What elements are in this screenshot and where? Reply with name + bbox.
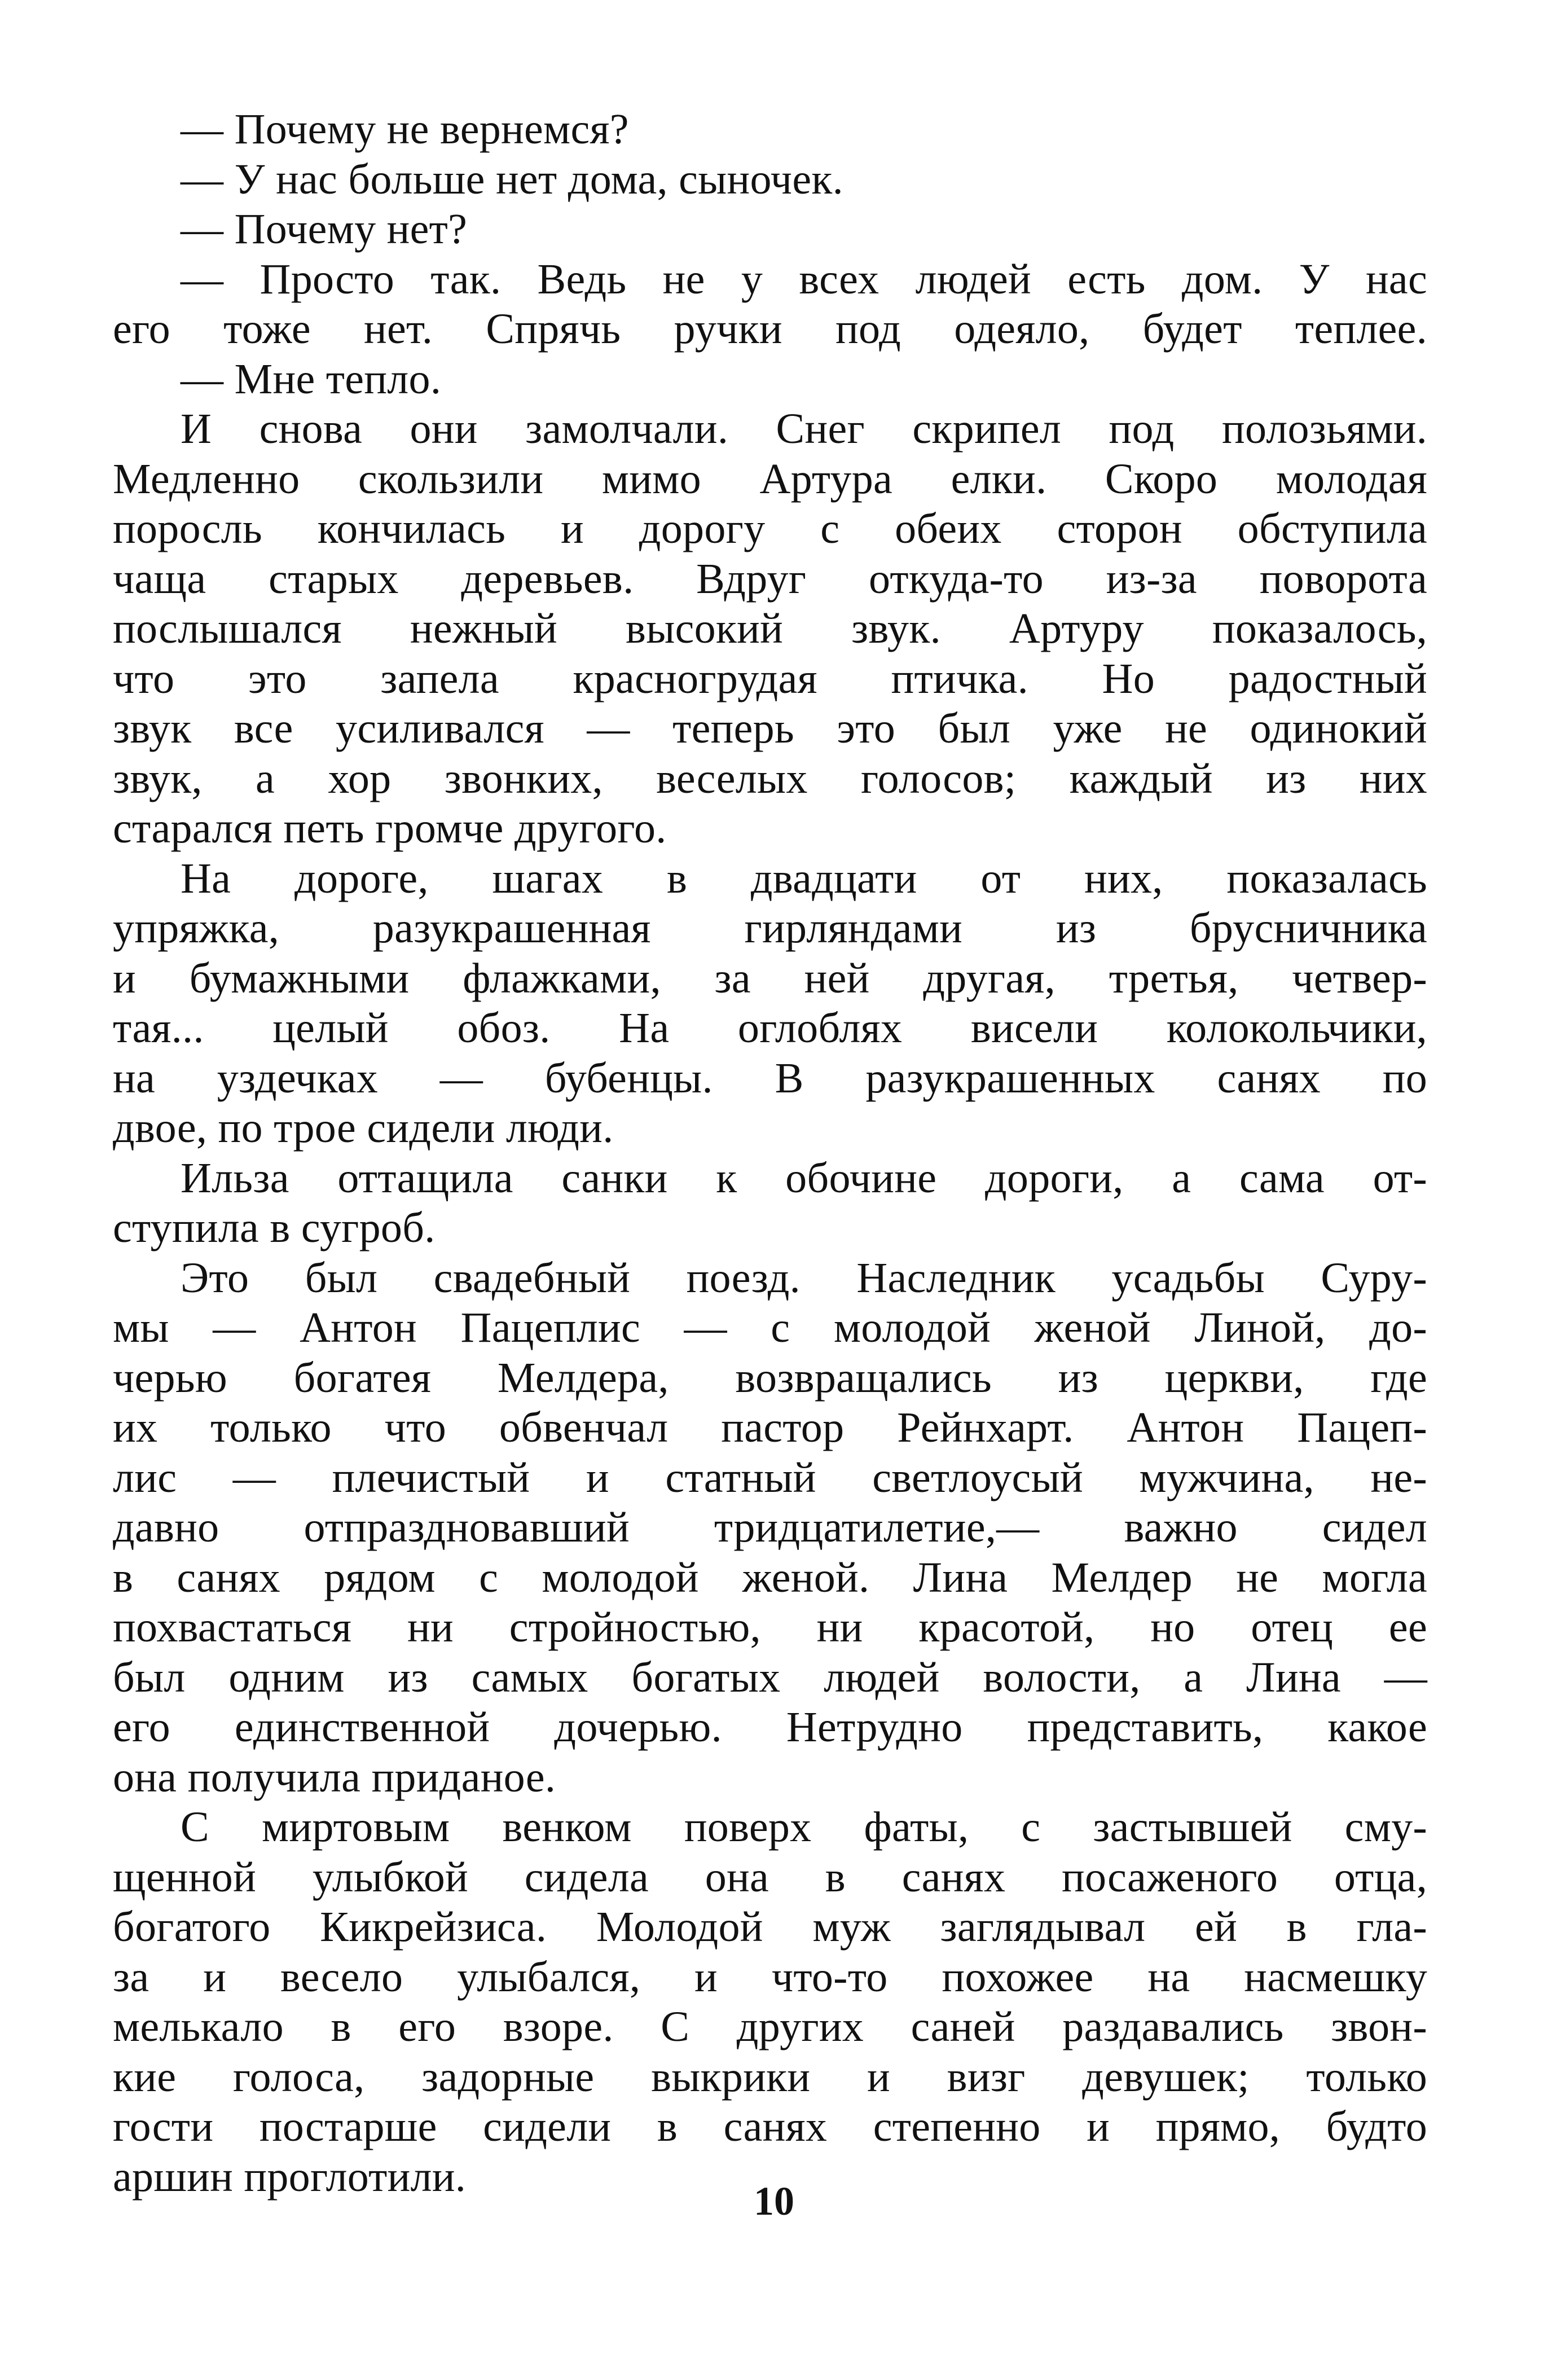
text-line: черью богатея Мелдера, возвращались из церкви, где (113, 1354, 1427, 1402)
text-line: Медленно скользили мимо Артура елки. Скоро молодая (113, 455, 1427, 503)
page-body (113, 104, 1427, 2202)
text-line: его тоже нет. Спрячь ручки под одеяло, будет теплее. (113, 305, 1427, 353)
text-line: давно отпраздновавший тридцатилетие,— важно сидел (113, 1504, 1427, 1551)
text-line: и бумажными флажками, за ней другая, третья, четвер- (113, 954, 1427, 1002)
text-line: аршин проглотили. (113, 2153, 467, 2201)
text-line: его единственной дочерью. Нетрудно представить, какое (113, 1703, 1427, 1751)
page-number: 10 (754, 2179, 794, 2224)
text-line: Ильза оттащила санки к обочине дороги, а сама от- (181, 1154, 1427, 1202)
text-line: ступила в сугроб. (113, 1204, 436, 1252)
text-line: гости постарше сидели в санях степенно и прямо, будто (113, 2103, 1427, 2150)
text-line: старался петь громче другого. (113, 805, 667, 852)
text-line: богатого Кикрейзиса. Молодой муж заглядывал ей в гла- (113, 1903, 1427, 1951)
text-line: — Мне тепло. (181, 355, 442, 403)
text-line: кие голоса, задорные выкрики и визг девушек; только (113, 2053, 1427, 2101)
text-line: С миртовым венком поверх фаты, с застывшей сму- (181, 1803, 1427, 1851)
text-line: — Просто так. Ведь не у всех людей есть дом. У нас (181, 255, 1427, 303)
text-line: что это запела красногрудая птичка. Но радостный (113, 655, 1427, 702)
text-line: звук, а хор звонких, веселых голосов; каждый из них (113, 754, 1427, 802)
text-line: двое, по трое сидели люди. (113, 1104, 614, 1152)
text-line: мы — Антон Пацеплис — с молодой женой Линой, до- (113, 1304, 1427, 1351)
text-line: упряжка, разукрашенная гирляндами из брусничника (113, 904, 1427, 952)
text-line: послышался нежный высокий звук. Артуру показалось, (113, 605, 1427, 652)
text-line: И снова они замолчали. Снег скрипел под полозьями. (181, 405, 1427, 453)
text-line: — Почему не вернемся? (181, 106, 629, 153)
text-line: на уздечках — бубенцы. В разукрашенных санях по (113, 1054, 1427, 1102)
text-line: щенной улыбкой сидела она в санях посаженого отца, (113, 1853, 1427, 1901)
text-line: похвастаться ни стройностью, ни красотой, но отец ее (113, 1604, 1427, 1651)
text-line: мелькало в его взоре. С других саней раздавались звон- (113, 2003, 1427, 2050)
text-line: Это был свадебный поезд. Наследник усадьбы Суру- (181, 1254, 1427, 1302)
text-line: звук все усиливался — теперь это был уже не одинокий (113, 705, 1427, 752)
text-line: в санях рядом с молодой женой. Лина Мелдер не могла (113, 1553, 1427, 1601)
text-line: чаща старых деревьев. Вдруг откуда-то из-за поворота (113, 555, 1427, 603)
text-line: — У нас больше нет дома, сыночек. (181, 155, 843, 203)
text-line: за и весело улыбался, и что-то похожее на насмешку (113, 1953, 1427, 2001)
text-line: — Почему нет? (181, 205, 468, 253)
text-line: их только что обвенчал пастор Рейнхарт. Антон Пацеп- (113, 1404, 1427, 1451)
text-line: поросль кончилась и дорогу с обеих сторон обступила (113, 505, 1427, 552)
text-line: был одним из самых богатых людей волости, а Лина — (113, 1653, 1427, 1701)
text-line: тая... целый обоз. На оглоблях висели колокольчики, (113, 1004, 1427, 1052)
text-line: лис — плечистый и статный светлоусый мужчина, не- (113, 1454, 1427, 1501)
text-line: она получила приданое. (113, 1753, 556, 1801)
text-line: На дороге, шагах в двадцати от них, показалась (181, 854, 1427, 902)
